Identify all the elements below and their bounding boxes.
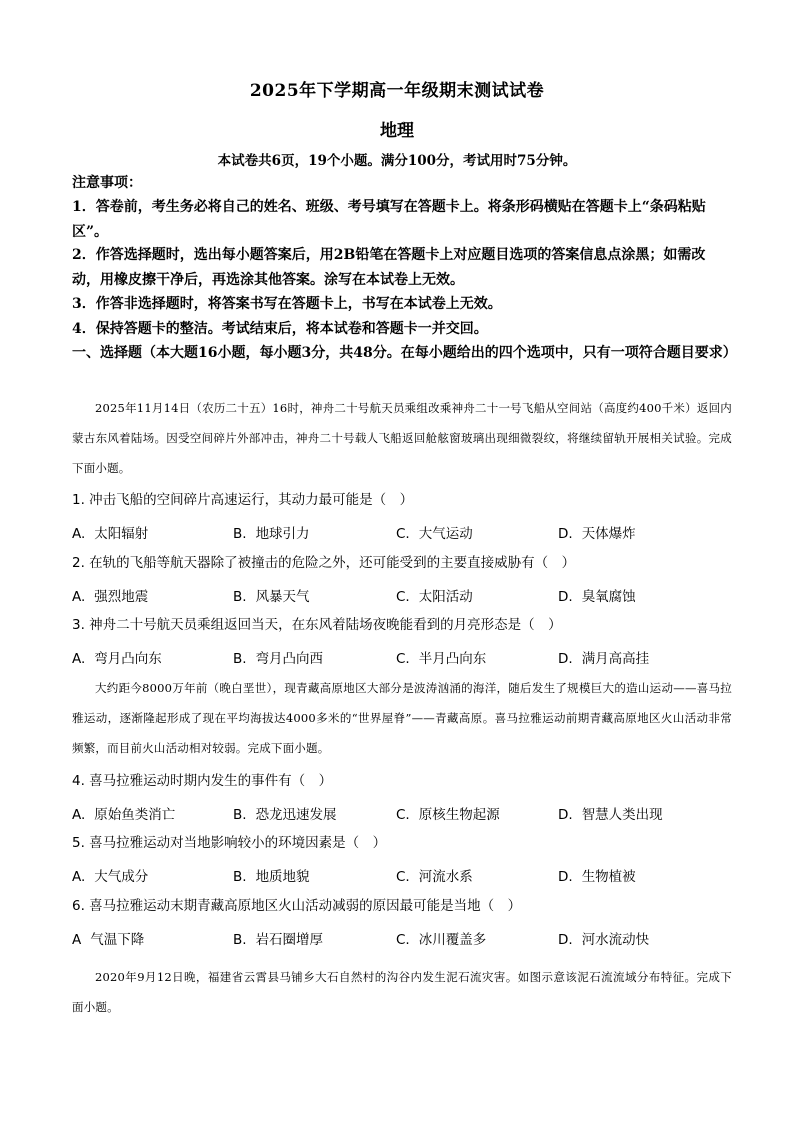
option-d: D. 河水流动快 <box>558 932 650 948</box>
option-d: D. 天体爆炸 <box>558 526 636 542</box>
note-item-2: 2．作答选择题时，选出每小题答案后，用2B铅笔在答题卡上对应题目选项的答案信息点涂黑；如需改动，用橡皮擦干净后，再选涂其他答案。涂写在本试卷上无效。 <box>72 247 706 288</box>
option-d: D. 臭氧腐蚀 <box>558 589 636 605</box>
subject-title: 地理 <box>380 121 414 141</box>
note-item-3: 3．作答非选择题时，将答案书写在答题卡上，书写在本试卷上无效。 <box>72 296 502 312</box>
option-a: A. 大气成分 <box>72 869 149 885</box>
question-4-stem: 4. 喜马拉雅运动时期内发生的事件有（ ） <box>72 773 333 789</box>
question-2-options <box>72 585 732 605</box>
question-2-stem: 2. 在轨的飞船等航天器除了被撞击的危险之外，还可能受到的主要直接威胁有（ ） <box>72 555 576 571</box>
option-d: D. 满月高高挂 <box>558 651 650 667</box>
question-5-options <box>72 865 732 885</box>
option-c: C. 原核生物起源 <box>396 807 500 823</box>
option-b: B. 弯月凸向西 <box>233 651 324 667</box>
option-a: A. 太阳辐射 <box>72 526 149 542</box>
exam-title: 2025年下学期高一年级期末测试试卷 <box>249 81 545 101</box>
option-b: B. 地球引力 <box>233 526 310 542</box>
passage-3: 2020年9月12日晚，福建省云霄县马铺乡大石自然村的沟谷内发生泥石流灾害。如图示意该泥石流流域分布特征。完成下面小题。 <box>72 970 732 1014</box>
section-heading: 一、选择题（本大题16小题，每小题3分，共48分。在每小题给出的四个选项中，只有一项符合题目要求） <box>72 345 737 361</box>
option-d: D. 智慧人类出现 <box>558 807 663 823</box>
option-b: B. 恐龙迅速发展 <box>233 807 337 823</box>
option-d: D. 生物植被 <box>558 869 636 885</box>
question-6-stem: 6. 喜马拉雅运动末期青藏高原地区火山活动减弱的原因最可能是当地（ ） <box>72 898 522 914</box>
option-c: C. 冰川覆盖多 <box>396 932 487 948</box>
option-c: C. 河流水系 <box>396 869 473 885</box>
option-c: C. 大气运动 <box>396 526 473 542</box>
option-c: C. 半月凸向东 <box>396 651 487 667</box>
exam-info: 本试卷共6页，19个小题。满分100分，考试用时75分钟。 <box>217 153 577 169</box>
option-c: C. 太阳活动 <box>396 589 473 605</box>
passage-1: 2025年11月14日（农历二十五）16时，神舟二十号航天员乘组改乘神舟二十一号飞船从空间站（高度约400千米）返回内蒙古东风着陆场。因受空间碎片外部冲击，神舟二十号载人飞船返回舱舷窗玻璃出现细微裂纹，将继续留轨开展相关试验。完成下面小题。 <box>72 401 732 475</box>
option-b: B. 岩石圈增厚 <box>233 932 324 948</box>
question-3-options <box>72 647 732 667</box>
passage-2: 大约距今8000万年前（晚白垩世），现青藏高原地区大部分是波涛汹涌的海洋，随后发生了规模巨大的造山运动——喜马拉雅运动，逐渐隆起形成了现在平均海拔达4000多米的“世界屋脊”——青藏高原。喜马拉雅运动前期青藏高原地区火山活动非常频繁，而目前火山活动相对较弱。完成下面小题。 <box>72 681 732 755</box>
question-5-stem: 5. 喜马拉雅运动对当地影响较小的环境因素是（ ） <box>72 835 387 851</box>
question-4-options <box>72 803 732 823</box>
option-a: A 气温下降 <box>72 932 145 948</box>
question-1-stem: 1. 冲击飞船的空间碎片高速运行，其动力最可能是（ ） <box>72 492 414 508</box>
note-item-4: 4．保持答题卡的整洁。考试结束后，将本试卷和答题卡一并交回。 <box>72 321 488 337</box>
question-6-options <box>72 928 732 948</box>
option-a: A. 原始鱼类消亡 <box>72 807 176 823</box>
option-b: B. 地质地貌 <box>233 869 310 885</box>
option-a: A. 弯月凸向东 <box>72 651 162 667</box>
question-3-stem: 3. 神舟二十号航天员乘组返回当天，在东风着陆场夜晚能看到的月亮形态是（ ） <box>72 617 562 633</box>
notes-heading: 注意事项： <box>72 175 142 191</box>
option-a: A. 强烈地震 <box>72 589 149 605</box>
option-b: B. 风暴天气 <box>233 589 310 605</box>
note-item-1: 1．答卷前，考生务必将自己的姓名、班级、考号填写在答题卡上。将条形码横贴在答题卡上“条码粘贴区”。 <box>72 199 706 240</box>
question-1-options <box>72 522 732 542</box>
